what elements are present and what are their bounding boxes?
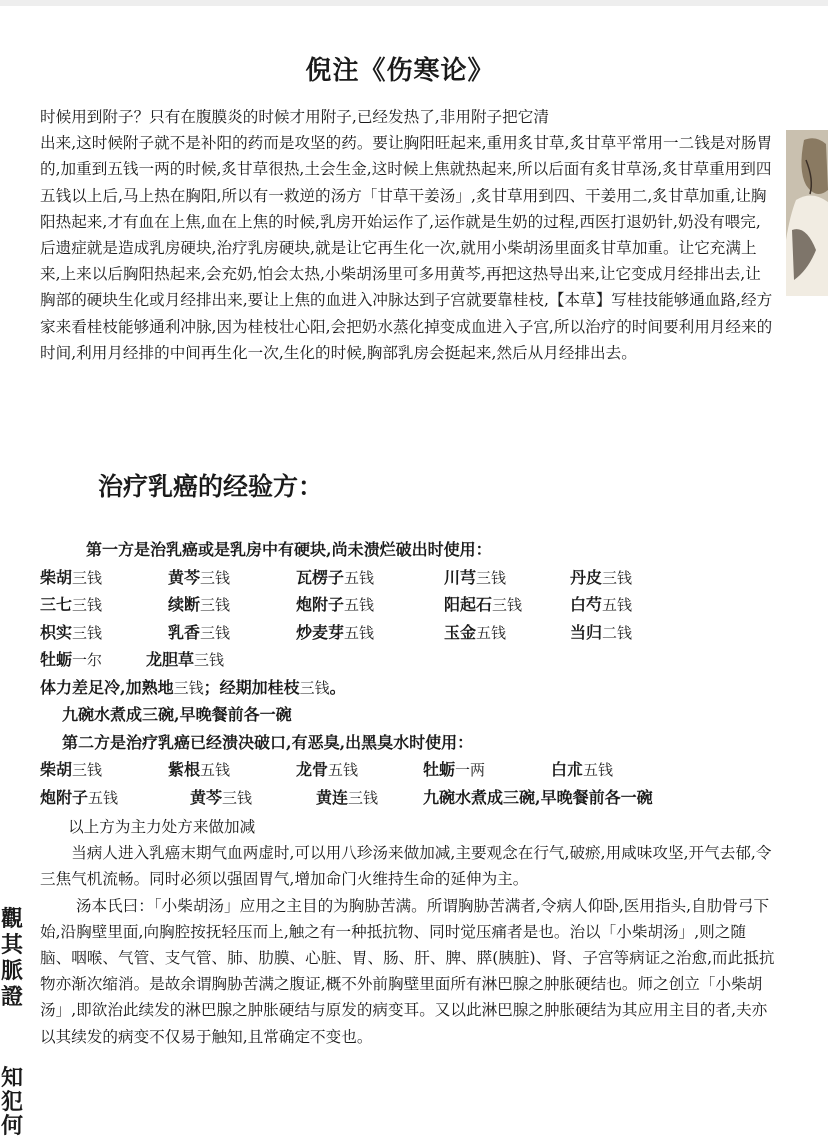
- portrait-figure-icon: [786, 130, 828, 296]
- herb-item: 紫根五钱: [168, 760, 231, 779]
- rx2-row: [40, 756, 800, 784]
- rx1-row: [40, 646, 800, 674]
- rx1-row: [40, 619, 800, 647]
- herb-item: 白芍五钱: [570, 595, 633, 614]
- rx1-row: [40, 564, 800, 592]
- herb-item: 玉金五钱: [444, 622, 507, 642]
- side-char: 觀: [0, 906, 23, 932]
- herb-item: 丹皮三钱: [570, 567, 633, 587]
- rx2-row: [40, 784, 800, 812]
- herb-item: 龙胆草三钱: [146, 650, 225, 669]
- herb-item: 柴胡三钱: [40, 567, 103, 587]
- intro-body: 出来,这时候附子就不是补阳的药而是攻坚的药。要让胸阳旺起来,重用炙甘草,炙甘草平常用一二钱是对肠胃的,加重到五钱一两的时候,炙甘草很热,土会生金,这时候上焦就热起来,所以后面有炙甘草汤,炙甘草重用到四五钱以上后,马上热在胸阳,所以有一救逆的汤方「甘草干姜汤」,炙甘草用到四、干姜用二,炙甘草加重,让胸阳热起来,才有血在上焦,血在上焦的时候,乳房开始运作了,运作就是生奶的过程,西医打退奶针,奶没有喂完,后遗症就是造成乳房硬块,治疗乳房硬块,就是让它再生化一次,就用小柴胡汤里面炙甘草加重。让它充满上来,上来以后胸阳热起来,会充奶,怕会太热,小柴胡汤里可多用黄芩,再把这热导出来,让它变成月经排出去,让胸部的硬块生化或月经排出来,要让上焦的血进入冲脉达到子宫就要靠桂枝,【本草】写桂技能够通血路,经方家来看桂枝能够通利冲脉,因为桂枝壮心阳,会把奶水蒸化掉变成血进入子宫,所以治疗的时间要利用月经来的时间,利用月经排的中间再生化一次,生化的时候,胸部乳房会挺起来,然后从月经排出去。: [40, 134, 773, 362]
- side-char: 何: [0, 1113, 23, 1139]
- herb-item: 牡蛎一两: [423, 760, 486, 779]
- intro-lead-line: 时候用到附子？只有在腹膜炎的时候才用附子,已经发热了,非用附子把它清: [40, 108, 549, 126]
- herb-item: 瓦楞子五钱: [296, 567, 375, 587]
- discussion-paragraph: 以上方为主力处方来做加减: [68, 818, 256, 836]
- side-char: 知: [0, 1065, 23, 1091]
- herb-item: 阳起石三钱: [444, 595, 523, 614]
- rx2-decoction: 九碗水煮成三碗,早晚餐前各一碗: [423, 787, 653, 807]
- discussion-text: [40, 814, 775, 1050]
- top-bar: [0, 0, 828, 6]
- herb-item: 炮附子五钱: [296, 595, 375, 614]
- herb-item: 龙骨五钱: [296, 760, 359, 779]
- herb-item: 续断三钱: [168, 595, 231, 614]
- herb-item: 枳实三钱: [40, 622, 103, 642]
- rx1-row: [40, 591, 800, 619]
- herb-item: 当归二钱: [570, 622, 633, 642]
- discussion-paragraph: 汤本氏曰：「小柴胡汤」应用之主目的为胸胁苦满。所谓胸胁苦满者,令病人仰卧,医用指头,自肋骨弓下始,沿胸壁里面,向胸腔按抚轻压而上,触之有一种抵抗物、同时觉压痛者是也。治以「小柴胡汤」,则之随脑、咽喉、气管、支气管、肺、肋膜、心脏、胃、肠、肝、脾、膵(胰脏)、肾、子宫等病证之治愈,而此抵抗物亦渐次缩消。是故余谓胸胁苦满之腹证,概不外前胸壁里面所有淋巴腺之肿胀硬结也。师之创立「小柴胡汤」,即欲治此续发的淋巴腺之肿胀硬结与原发的病变耳。又以此淋巴腺之肿胀硬结为其应用主目的者,夫亦以其续发的病变不仅易于触知,且常确定不变也。: [40, 896, 775, 1046]
- herb-item: 柴胡三钱: [40, 760, 103, 779]
- herb-item: 黄连三钱: [316, 787, 379, 807]
- side-calligraphy-lower: [0, 1066, 24, 1138]
- rx1-modification: 体力差足冷,加熟地三钱；经期加桂枝三钱。: [40, 677, 346, 697]
- page-title: 倪注《伤寒论》: [305, 56, 495, 86]
- intro-paragraph: [40, 104, 775, 366]
- herb-item: 黄芩三钱: [190, 787, 253, 807]
- prescriptions: [40, 536, 800, 811]
- side-char: 犯: [0, 1089, 23, 1115]
- portrait-image: [786, 130, 828, 296]
- herb-item: 炒麦芽五钱: [296, 622, 375, 642]
- herb-item: 黄芩三钱: [168, 567, 231, 587]
- herb-item: 川芎三钱: [444, 567, 507, 587]
- herb-item: 三七三钱: [40, 595, 103, 614]
- herb-item: 炮附子五钱: [40, 787, 119, 807]
- herb-item: 白朮五钱: [551, 760, 614, 779]
- rx2-heading: 第二方是治疗乳癌已经溃决破口,有恶臭,出黑臭水时使用：: [62, 732, 474, 752]
- rx1-heading: 第一方是治乳癌或是乳房中有硬块,尚未溃烂破出时使用：: [86, 540, 492, 559]
- discussion-paragraph: 当病人进入乳癌末期气血两虚时,可以用八珍汤来做加减,主要观念在行气,破瘀,用咸味攻坚,开气去郁,令三焦气机流畅。同时必须以强固胃气,增加命门火维持生命的延伸为主。: [40, 844, 772, 889]
- side-calligraphy: [0, 906, 24, 1010]
- section-heading: 治疗乳癌的经验方：: [98, 472, 324, 501]
- side-char: 脈: [0, 958, 23, 984]
- side-char: 證: [0, 984, 23, 1010]
- rx1-decoction: 九碗水煮成三碗,早晚餐前各一碗: [62, 705, 292, 724]
- side-char: 其: [0, 932, 23, 958]
- herb-item: 乳香三钱: [168, 622, 231, 642]
- herb-item: 牡蛎一尔: [40, 650, 103, 669]
